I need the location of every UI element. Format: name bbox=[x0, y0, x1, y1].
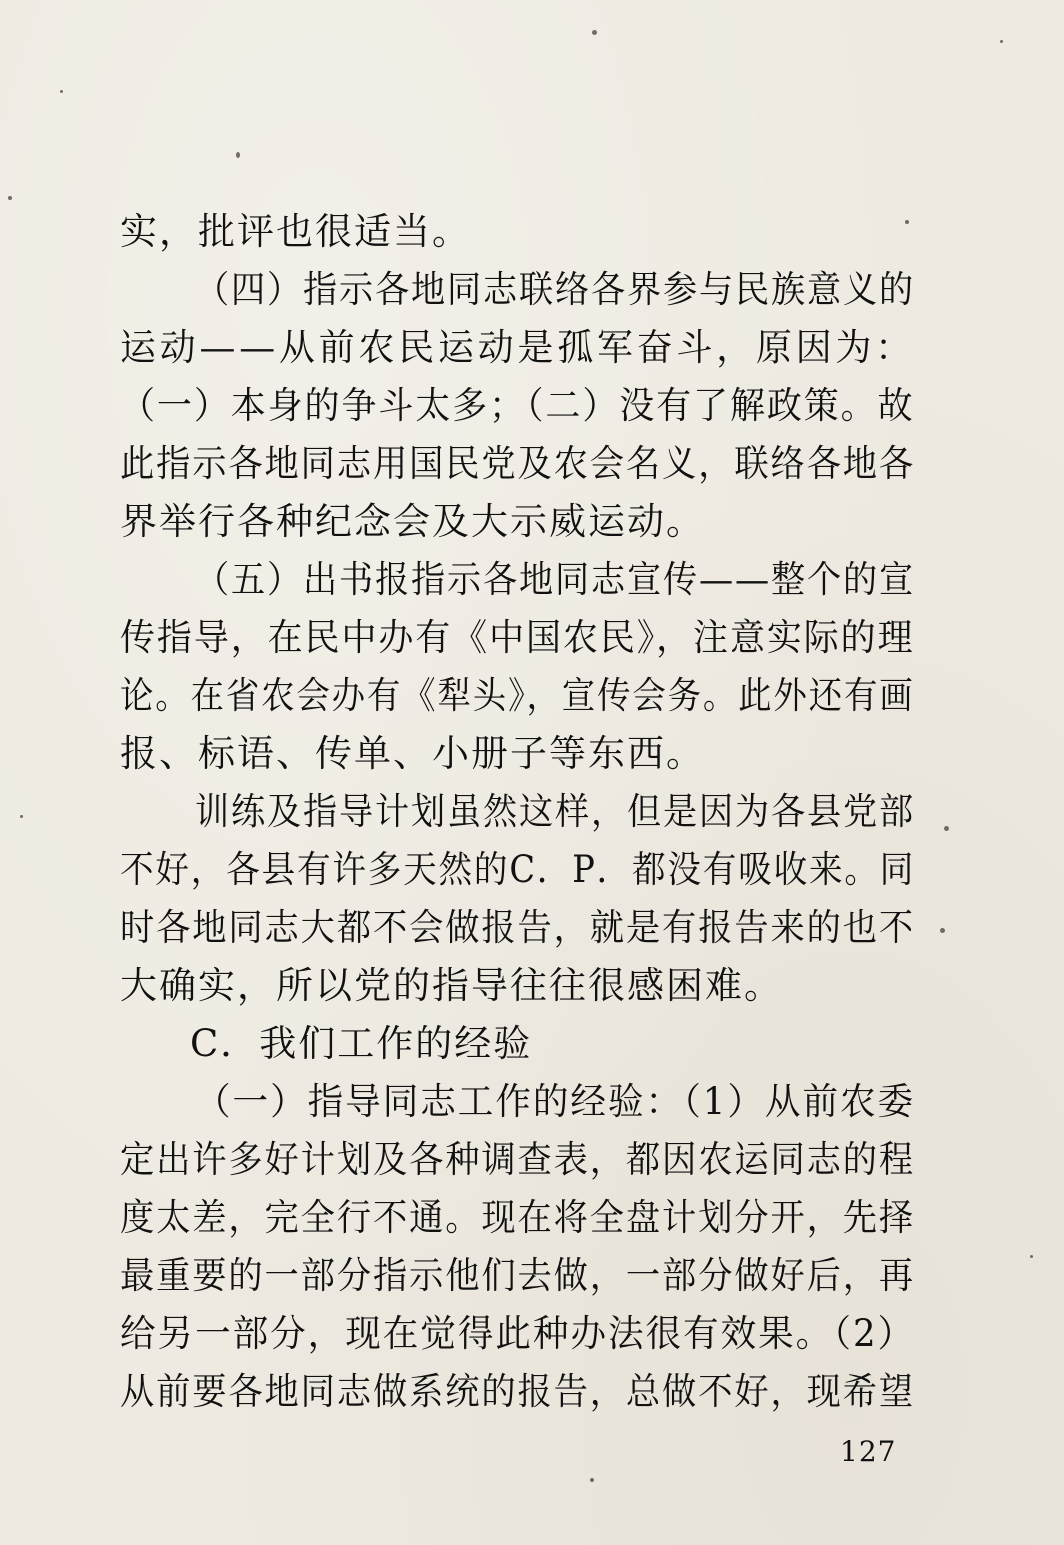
text-line-14: 大确实，所以党的指导往往很感困难。 bbox=[120, 964, 783, 1007]
paper-speck bbox=[944, 826, 949, 831]
paper-speck bbox=[60, 90, 63, 93]
text-line-6: 界举行各种纪念会及大示威运动。 bbox=[120, 500, 705, 543]
text-line-10: 报、标语、传单、小册子等东西。 bbox=[120, 732, 705, 775]
text-line-12: 不好，各县有许多天然的C．P．都没有吸收来。同 bbox=[120, 848, 916, 891]
text-line-5: 此指示各地同志用国民党及农会名义，联络各地各 bbox=[120, 442, 916, 485]
paper-speck bbox=[1000, 40, 1003, 43]
paper-speck bbox=[1030, 1255, 1033, 1258]
text-line-18: 度太差，完全行不通。现在将全盘计划分开，先择 bbox=[120, 1196, 916, 1239]
text-line-2: （四）指示各地同志联络各界参与民族意义的 bbox=[195, 268, 916, 311]
paper-speck bbox=[236, 152, 240, 158]
text-line-7: （五）出书报指示各地同志宣传——整个的宣 bbox=[195, 558, 916, 601]
paper-speck bbox=[20, 815, 23, 818]
text-line-17: 定出许多好计划及各种调查表，都因农运同志的程 bbox=[120, 1138, 916, 1181]
text-line-16: （一）指导同志工作的经验：（1）从前农委 bbox=[195, 1080, 916, 1123]
text-line-8: 传指导，在民中办有《中国农民》，注意实际的理 bbox=[120, 616, 915, 659]
text-line-9: 论。在省农会办有《犁头》，宣传会务。此外还有画 bbox=[120, 674, 915, 717]
text-line-13: 时各地同志大都不会做报告，就是有报告来的也不 bbox=[120, 906, 916, 949]
paper-speck bbox=[940, 928, 945, 933]
text-line-19: 最重要的一部分指示他们去做，一部分做好后，再 bbox=[120, 1254, 916, 1297]
paper-speck bbox=[590, 1478, 594, 1482]
paper-speck bbox=[8, 196, 12, 200]
text-line-21: 从前要各地同志做系统的报告，总做不好，现希望 bbox=[120, 1370, 916, 1413]
section-heading: C．我们工作的经验 bbox=[190, 1022, 533, 1065]
text-line-11: 训练及指导计划虽然这样，但是因为各县党部 bbox=[195, 790, 916, 833]
text-line-1: 实，批评也很适当。 bbox=[120, 210, 471, 253]
paper-speck bbox=[592, 30, 597, 35]
text-line-3: 运动——从前农民运动是孤军奋斗，原因为： bbox=[120, 326, 915, 369]
paper-speck bbox=[905, 220, 909, 224]
text-line-4: （一）本身的争斗太多；（二）没有了解政策。故 bbox=[120, 384, 915, 427]
text-line-20: 给另一部分，现在觉得此种办法很有效果。（2） bbox=[120, 1312, 916, 1355]
page-number: 127 bbox=[840, 1435, 897, 1468]
